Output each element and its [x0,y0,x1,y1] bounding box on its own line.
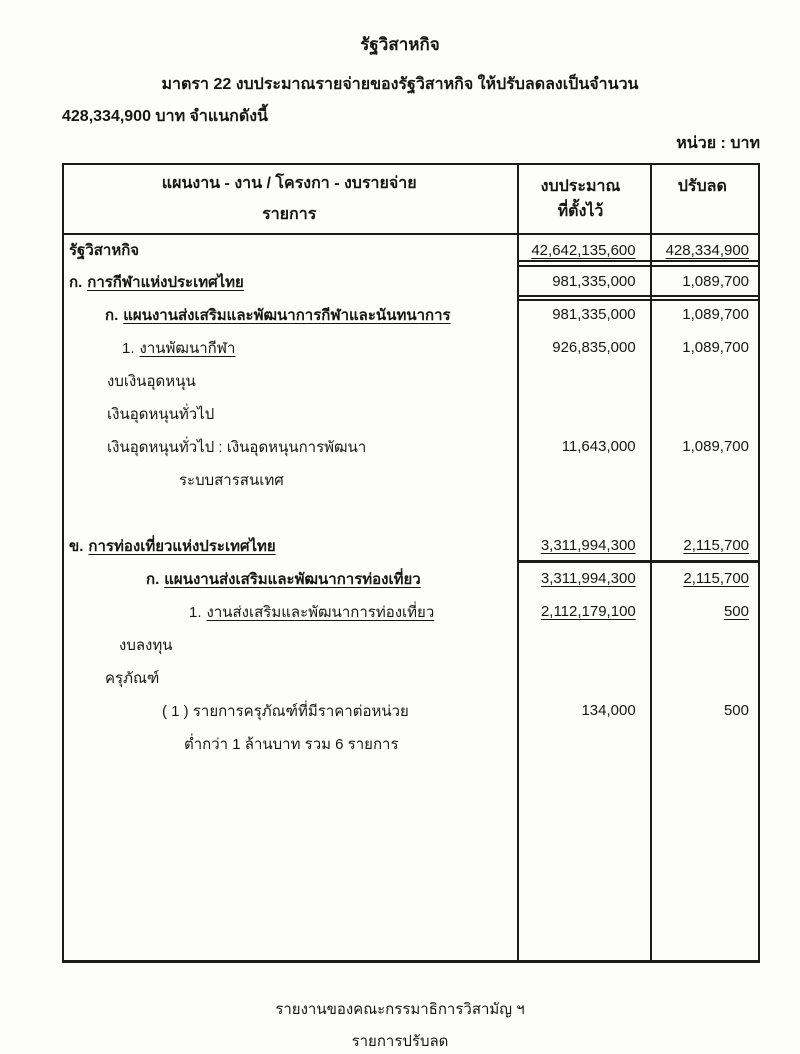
header-plan-column [64,165,514,233]
budget-amount: 134,000 [581,702,636,719]
row-label: การกีฬาแห่งประเทศไทย [87,273,244,291]
table-row [64,364,758,397]
unit-label: หน่วย : บาท [676,135,760,152]
table-row [64,661,758,694]
table-row [64,463,758,496]
budget-amount: 3,311,994,300 [540,570,636,587]
plan-label [64,600,515,624]
header-budget-line2: ที่ตั้งไว้ [557,203,604,220]
row-label: รัฐวิสาหกิจ [69,242,140,259]
table-row [64,562,758,595]
header-budget-column [514,165,646,233]
footer-report-line: รายงานของคณะกรรมาธิการวิสามัญ ฯ [275,1001,525,1018]
table-row [64,298,758,331]
budget-amount: 42,642,135,600 [531,241,636,259]
row-label: งบเงินอุดหนุน [107,372,196,390]
cut-amount: 1,089,700 [682,273,750,290]
table-row [64,430,758,463]
table-row [64,595,758,628]
budget-amount: 926,835,000 [552,339,636,356]
intro-line-1: มาตรา 22 งบประมาณรายจ่ายของรัฐวิสาหกิจ ให้ปรับลดลงเป็นจำนวน [161,76,639,93]
table-row [64,727,758,760]
header-budget-line1: งบประมาณ [540,178,621,195]
budget-amount: 981,335,000 [552,306,636,323]
table-row [64,397,758,430]
row-prefix: 1. [122,339,135,357]
table-row [64,331,758,364]
page-title: รัฐวิสาหกิจ [360,35,440,54]
row-prefix: 1. [189,603,202,621]
plan-label [64,699,515,723]
row-label: งบลงทุน [119,636,173,654]
row-label: ( 1 ) รายการครุภัณฑ์ที่มีราคาต่อหน่วย [162,702,409,720]
row-divider [517,295,760,297]
row-label: การท่องเที่ยวแห่งประเทศไทย [88,537,276,555]
plan-label [64,468,515,492]
intro-line-2: 428,334,900 บาท จำแนกดังนี้ [62,108,268,125]
plan-label [64,402,514,426]
row-label: แผนงานส่งเสริมและพัฒนาการท่องเที่ยว [164,570,421,588]
table-row [64,529,758,562]
cut-amount: 2,115,700 [683,537,750,554]
budget-amount: 2,112,179,100 [540,603,636,620]
header-plan-line1: แผนงาน - งาน / โครงกา - งบรายจ่าย [161,175,417,192]
row-label: งานพัฒนากีฬา [139,339,236,357]
row-divider [517,560,760,563]
cut-amount: 1,089,700 [682,306,749,323]
table-header [64,165,758,235]
row-divider [517,299,760,301]
row-prefix: ก. [146,570,160,588]
table-row [64,496,758,529]
header-plan-line2: รายการ [262,206,317,223]
budget-amount: 3,311,994,300 [540,537,636,554]
row-label: เงินอุดหนุนทั่วไป [107,405,215,423]
table-row [64,628,758,661]
budget-amount: 981,335,000 [552,273,636,290]
row-label: ครุภัณฑ์ [105,669,160,687]
plan-label [64,369,514,393]
plan-label [64,732,515,756]
row-prefix: ก. [105,306,119,324]
row-divider [517,260,760,262]
cut-amount: 1,089,700 [682,438,749,455]
row-label: แผนงานส่งเสริมและพัฒนาการกีฬาและนันทนาการ [123,306,451,324]
header-cut-column: ปรับลด [677,178,727,195]
cut-amount: 500 [723,702,749,719]
plan-label [64,666,514,690]
cut-amount: 2,115,700 [683,570,750,587]
cut-amount: 500 [723,603,749,620]
row-label: ระบบสารสนเทศ [179,471,284,489]
row-label: ต่ำกว่า 1 ล้านบาท รวม 6 รายการ [184,735,399,753]
row-divider [517,265,760,267]
cut-amount: 1,089,700 [682,339,749,356]
plan-label [64,534,514,558]
budget-table [62,163,760,963]
row-label: เงินอุดหนุนทั่วไป : เงินอุดหนุนการพัฒนา [107,438,367,456]
plan-label [64,238,514,262]
plan-label [64,633,514,657]
plan-label [64,435,514,459]
budget-amount: 11,643,000 [561,438,636,455]
plan-label [64,336,514,360]
plan-label [64,270,514,294]
table-row [64,265,758,298]
footer-adjustment-line: รายการปรับลด [351,1033,449,1050]
table-row [64,694,758,727]
row-label: งานส่งเสริมและพัฒนาการท่องเที่ยว [206,603,435,621]
plan-label [64,303,514,327]
plan-label [64,567,515,591]
row-prefix: ข. [69,537,84,555]
row-prefix: ก. [69,273,83,291]
cut-amount: 428,334,900 [665,241,750,259]
